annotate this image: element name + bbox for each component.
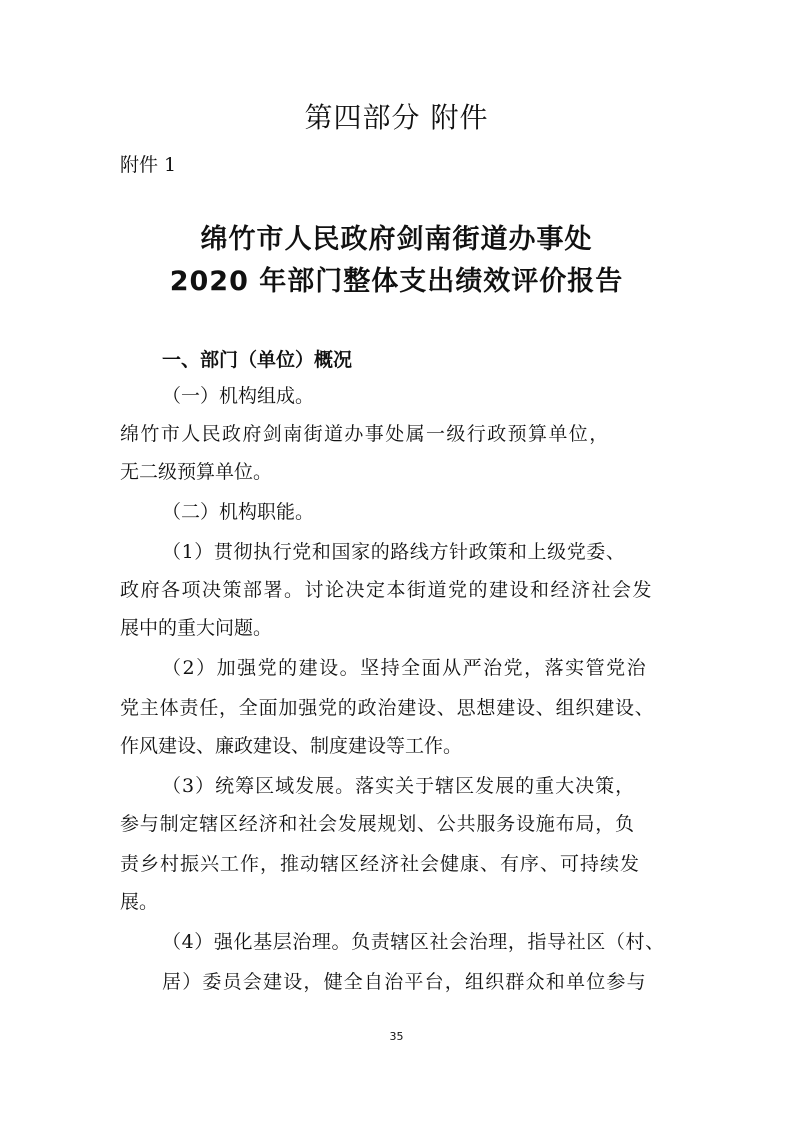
- body-line: 展中的重大问题。: [120, 617, 273, 639]
- body-line: 绵竹市人民政府剑南街道办事处属一级行政预算单位，: [120, 423, 610, 445]
- page-number: 35: [389, 1030, 404, 1043]
- body-line: （一）机构组成。: [162, 385, 315, 407]
- body-line: 无二级预算单位。: [120, 461, 273, 483]
- body-line: 展。: [120, 891, 159, 913]
- body-line: （1）贯彻执行党和国家的路线方针政策和上级党委、: [162, 541, 626, 563]
- body-line: 作风建设、廉政建设、制度建设等工作。: [120, 735, 463, 757]
- section-heading: 一、部门（单位）概况: [162, 349, 353, 371]
- part-title: 第四部分 附件: [304, 101, 489, 134]
- report-title-line2: 2020 年部门整体支出绩效评价报告: [169, 266, 624, 297]
- body-line: （3）统筹区域发展。落实关于辖区发展的重大决策，: [162, 775, 636, 797]
- attachment-label: 附件 1: [120, 154, 177, 176]
- body-line: 参与制定辖区经济和社会发展规划、公共服务设施布局，负: [120, 813, 635, 835]
- body-line: 政府各项决策部署。讨论决定本街道党的建设和经济社会发: [120, 579, 654, 601]
- body-line: 党主体责任，全面加强党的政治建设、思想建设、组织建设、: [120, 697, 655, 719]
- body-line: （二）机构职能。: [162, 501, 315, 523]
- body-line: 居）委员会建设，健全自治平台，组织群众和单位参与: [162, 971, 647, 993]
- body-line: （4）强化基层治理。负责辖区社会治理，指导社区（村、: [162, 931, 665, 953]
- report-title-line1: 绵竹市人民政府剑南街道办事处: [200, 224, 593, 255]
- body-line: （2）加强党的建设。坚持全面从严治党，落实管党治: [162, 657, 648, 679]
- body-line: 责乡村振兴工作，推动辖区经济社会健康、有序、可持续发: [120, 853, 641, 875]
